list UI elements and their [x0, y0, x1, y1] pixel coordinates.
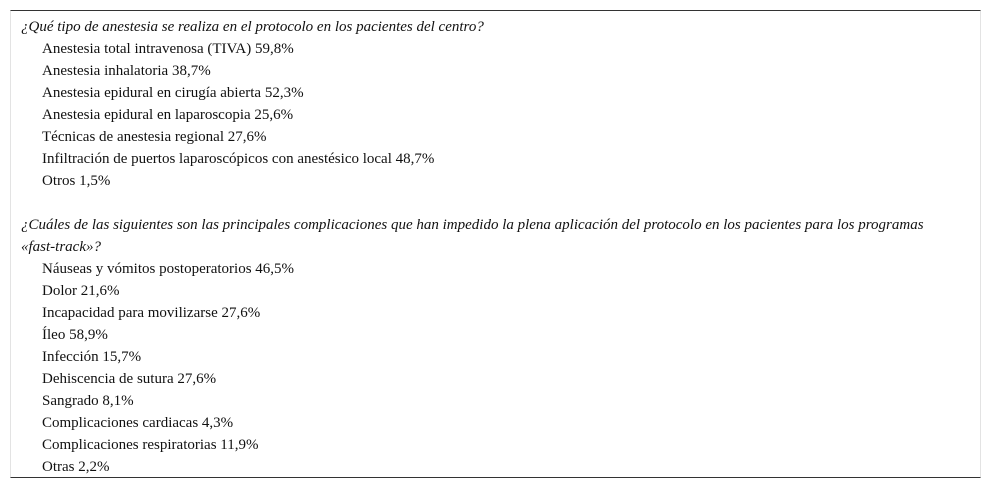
answers-anesthesia-type — [21, 38, 961, 192]
answer-item: Anestesia inhalatoria 38,7% — [42, 63, 211, 79]
answer-item: Íleo 58,9% — [42, 327, 108, 343]
answer-item: Dolor 21,6% — [42, 283, 120, 299]
answer-item: Complicaciones cardiacas 4,3% — [42, 415, 234, 431]
answer-item: Técnicas de anestesia regional 27,6% — [42, 129, 267, 145]
answer-item: Complicaciones respiratorias 11,9% — [42, 437, 259, 453]
table-content — [21, 16, 961, 478]
answer-item: Otras 2,2% — [42, 459, 110, 475]
question-complications: ¿Cuáles de las siguientes son las principales complicaciones que han impedido la plena aplicación del protocolo en los pacientes para los programas «fast-track»? — [21, 217, 924, 255]
answer-item: Anestesia epidural en cirugía abierta 52,3% — [42, 85, 304, 101]
question-anesthesia-type: ¿Qué tipo de anestesia se realiza en el protocolo en los pacientes del centro? — [21, 19, 484, 35]
answer-item: Infiltración de puertos laparoscópicos con anestésico local 48,7% — [42, 151, 435, 167]
answer-item: Sangrado 8,1% — [42, 393, 134, 409]
answer-item: Náuseas y vómitos postoperatorios 46,5% — [42, 261, 295, 277]
answer-item: Otros 1,5% — [42, 173, 111, 189]
answer-item: Incapacidad para movilizarse 27,6% — [42, 305, 261, 321]
answer-item: Anestesia epidural en laparoscopia 25,6% — [42, 107, 294, 123]
answer-item: Infección 15,7% — [42, 349, 142, 365]
answer-item: Anestesia total intravenosa (TIVA) 59,8% — [42, 41, 294, 57]
section-spacer — [21, 192, 961, 214]
survey-table — [10, 10, 981, 478]
answers-complications — [21, 258, 961, 478]
answer-item: Dehiscencia de sutura 27,6% — [42, 371, 217, 387]
